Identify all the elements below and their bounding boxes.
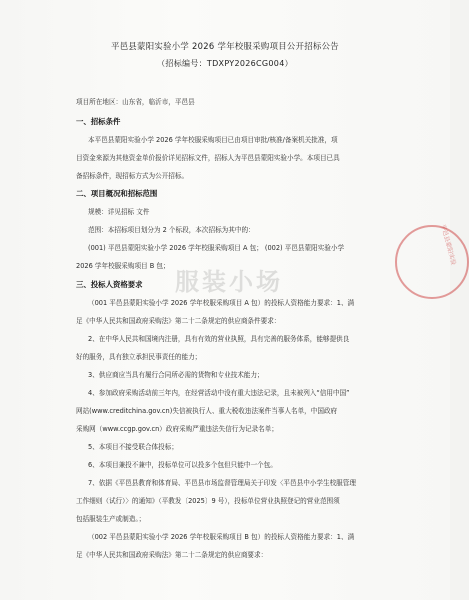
section-heading-2: 二、项目概况和招标范围: [76, 189, 158, 198]
paragraph-line: 6、本项目兼投不兼中，投标单位可以投多个包但只能中一个包。: [88, 461, 277, 469]
paragraph-line: 5、本项目不接受联合体投标；: [88, 443, 178, 451]
watermark: 服装小场: [175, 268, 283, 296]
paragraph-line: 备招标条件，现招标方式为公开招标。: [76, 172, 189, 180]
paragraph-line: （002 平邑县蒙阳实验小学 2026 学年校服采购项目 B 包）的投标人资格能力要求：1、满: [88, 533, 355, 541]
paragraph-line: 足《中华人民共和国政府采购法》第二十二条规定的供应商条件要求：: [76, 317, 281, 325]
section-heading-1: 一、招标条件: [76, 117, 121, 126]
paragraph-line: (001) 平邑县蒙阳实验小学 2026 学年校服采购项目 A 包； (002) 平邑县蒙阳实验小学: [88, 244, 345, 252]
paragraph-line: 4、参加政府采购活动前三年内，在经营活动中没有重大违法记录，且未被列入“信用中国”: [88, 389, 350, 397]
page-title: 平邑县蒙阳实验小学 2026 学年校服采购项目公开招标公告: [111, 41, 339, 51]
paragraph-line: 网站(www.creditchina.gov.cn)失信被执行人、重大税收违法案件当事人名单，中国政府: [76, 407, 338, 415]
paragraph-line: （001 平邑县蒙阳实验小学 2026 学年校服采购项目 A 包）的投标人资格能力要求：1、满: [88, 299, 355, 307]
paragraph-line: 范围：本招标项目划分为 2 个标段，本次招标为其中的：: [88, 226, 255, 234]
paragraph-line: 工作细则（试行）〉的通知》（平教发〔2025〕9 号），投标单位营业执照登记的营业范围须: [76, 497, 340, 505]
project-location: 项目所在地区：山东省，临沂市，平邑县: [76, 98, 195, 106]
paragraph-line: 3、供应商应当具有履行合同所必需的货物和专业技术能力；: [88, 371, 264, 379]
paragraph-line: 包括服装生产或制造。；: [76, 515, 146, 523]
tender-number: （招标编号：TDXPY2026CG004）: [157, 59, 293, 68]
section-heading-3: 三、投标人资格要求: [76, 280, 143, 289]
paragraph-line: 本平邑县蒙阳实验小学 2026 学年校服采购项目已由项目审批/核准/备案机关批准，项: [88, 136, 338, 144]
paragraph-line: 目资金来源为其他资金单价报价详见招标文件，招标人为平邑县蒙阳实验小学。本项目已具: [76, 154, 340, 162]
paragraph-line: 规模：详见招标 文件: [88, 208, 150, 216]
paragraph-line: 2026 学年校服采购项目 B 包；: [76, 262, 170, 270]
paragraph-line: 7、依据《平邑县教育和体育局、平邑县市场监督管理局关于印发〈平邑县中小学生校服管理: [88, 479, 356, 487]
paragraph-line: 采购网（www.ccgp.gov.cn）政府采购严重违法失信行为记录名单；: [76, 425, 278, 433]
seal-text: 平邑县蒙阳实验: [439, 223, 457, 266]
paragraph-line: 足《中华人民共和国政府采购法》第二十二条规定的供应商要求：: [76, 551, 268, 559]
paragraph-line: 好的服务，具有独立承担民事责任的能力；: [76, 353, 202, 361]
paragraph-line: 2、在中华人民共和国境内注册，具有有效的营业执照，具有完善的服务体系，能够提供良: [88, 335, 350, 343]
